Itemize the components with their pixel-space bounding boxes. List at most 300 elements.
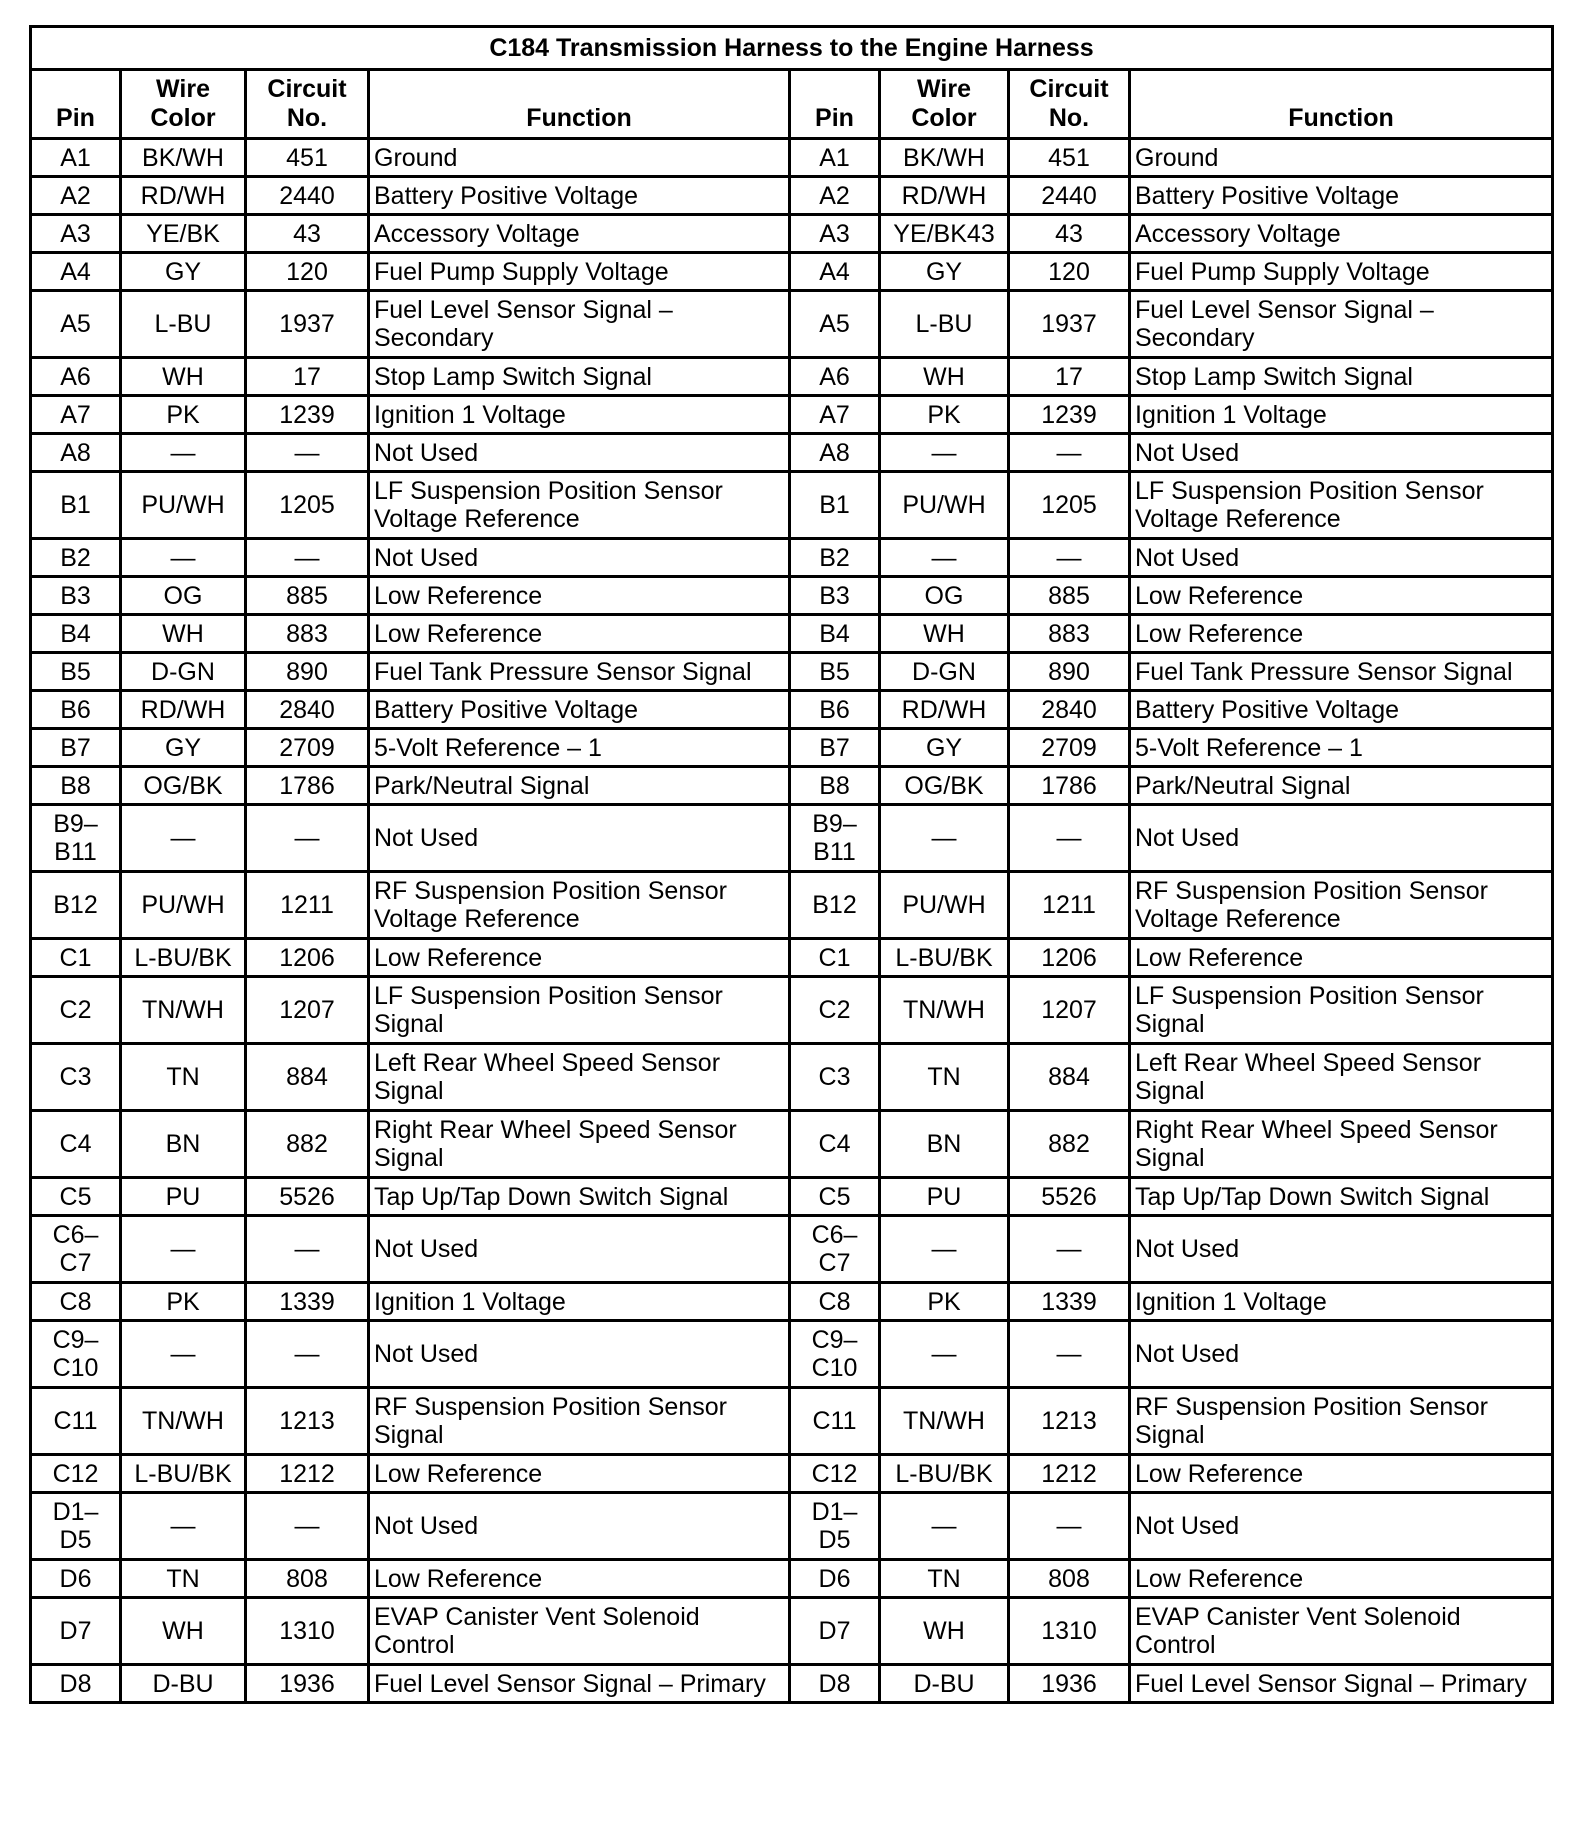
wire-color-cell-left: L-BU/BK <box>121 1455 246 1493</box>
pin-cell-right: D7 <box>790 1598 880 1665</box>
pin-cell-right: D1– D5 <box>790 1493 880 1560</box>
pin-cell-left: B7 <box>31 729 121 767</box>
pin-cell-left: D6 <box>31 1560 121 1598</box>
function-cell-right: 5-Volt Reference – 1 <box>1130 729 1553 767</box>
function-cell-left: LF Suspension Position Sensor Signal <box>369 977 790 1044</box>
circuit-cell-left: 883 <box>246 615 369 653</box>
circuit-cell-right: 1211 <box>1009 872 1130 939</box>
pin-cell-left: B5 <box>31 653 121 691</box>
circuit-cell-left: 1211 <box>246 872 369 939</box>
circuit-cell-left: 1936 <box>246 1665 369 1703</box>
function-cell-left: Low Reference <box>369 939 790 977</box>
pin-cell-right: B8 <box>790 767 880 805</box>
pin-cell-left: C12 <box>31 1455 121 1493</box>
wire-color-cell-right: OG/BK <box>880 767 1009 805</box>
function-cell-left: Not Used <box>369 434 790 472</box>
function-cell-left: Low Reference <box>369 577 790 615</box>
pin-cell-left: C11 <box>31 1388 121 1455</box>
circuit-cell-left: — <box>246 1216 369 1283</box>
pin-cell-left: B3 <box>31 577 121 615</box>
connector-table <box>29 25 1554 1704</box>
circuit-cell-right: 1213 <box>1009 1388 1130 1455</box>
wire-color-cell-right: PK <box>880 1283 1009 1321</box>
table-row <box>31 472 1553 539</box>
circuit-cell-right: 120 <box>1009 253 1130 291</box>
table-row <box>31 691 1553 729</box>
circuit-cell-right: 2440 <box>1009 177 1130 215</box>
wire-color-cell-right: RD/WH <box>880 691 1009 729</box>
table-row <box>31 358 1553 396</box>
function-cell-right: RF Suspension Position Sensor Voltage Reference <box>1130 872 1553 939</box>
circuit-cell-left: 884 <box>246 1044 369 1111</box>
circuit-cell-left: 1205 <box>246 472 369 539</box>
wire-color-cell-left: WH <box>121 358 246 396</box>
circuit-cell-right: 890 <box>1009 653 1130 691</box>
pin-cell-left: C4 <box>31 1111 121 1178</box>
wire-color-cell-left: PU/WH <box>121 872 246 939</box>
function-cell-left: 5-Volt Reference – 1 <box>369 729 790 767</box>
function-cell-right: Park/Neutral Signal <box>1130 767 1553 805</box>
circuit-cell-right: 1212 <box>1009 1455 1130 1493</box>
circuit-cell-right: — <box>1009 434 1130 472</box>
pin-cell-right: B12 <box>790 872 880 939</box>
table-title: C184 Transmission Harness to the Engine Harness <box>31 27 1553 70</box>
function-cell-right: RF Suspension Position Sensor Signal <box>1130 1388 1553 1455</box>
pin-cell-left: B4 <box>31 615 121 653</box>
function-cell-right: Low Reference <box>1130 1560 1553 1598</box>
function-cell-left: Right Rear Wheel Speed Sensor Signal <box>369 1111 790 1178</box>
function-cell-right: Not Used <box>1130 805 1553 872</box>
table-row <box>31 1044 1553 1111</box>
function-cell-right: Tap Up/Tap Down Switch Signal <box>1130 1178 1553 1216</box>
wire-color-cell-left: — <box>121 539 246 577</box>
pin-cell-left: C5 <box>31 1178 121 1216</box>
table-row <box>31 729 1553 767</box>
circuit-cell-right: 883 <box>1009 615 1130 653</box>
function-cell-left: Battery Positive Voltage <box>369 177 790 215</box>
wire-color-cell-right: L-BU/BK <box>880 1455 1009 1493</box>
header-wire-color-right: Wire Color <box>880 70 1009 139</box>
function-cell-right: Stop Lamp Switch Signal <box>1130 358 1553 396</box>
function-cell-left: LF Suspension Position Sensor Voltage Reference <box>369 472 790 539</box>
function-cell-left: Not Used <box>369 1216 790 1283</box>
function-cell-left: Accessory Voltage <box>369 215 790 253</box>
circuit-cell-right: 1207 <box>1009 977 1130 1044</box>
circuit-cell-left: 1937 <box>246 291 369 358</box>
circuit-cell-left: — <box>246 539 369 577</box>
wire-color-cell-right: GY <box>880 253 1009 291</box>
table-row <box>31 1111 1553 1178</box>
pin-cell-left: B8 <box>31 767 121 805</box>
function-cell-left: RF Suspension Position Sensor Signal <box>369 1388 790 1455</box>
table-row <box>31 805 1553 872</box>
pin-cell-right: A8 <box>790 434 880 472</box>
table-row <box>31 1178 1553 1216</box>
circuit-cell-right: — <box>1009 1321 1130 1388</box>
function-cell-left: Ground <box>369 139 790 177</box>
function-cell-right: Fuel Level Sensor Signal – Secondary <box>1130 291 1553 358</box>
circuit-cell-left: 5526 <box>246 1178 369 1216</box>
function-cell-left: Not Used <box>369 1321 790 1388</box>
pin-cell-right: A2 <box>790 177 880 215</box>
wire-color-cell-right: D-BU <box>880 1665 1009 1703</box>
wire-color-cell-left: D-GN <box>121 653 246 691</box>
pin-cell-left: B1 <box>31 472 121 539</box>
table-row <box>31 1455 1553 1493</box>
pin-cell-right: B1 <box>790 472 880 539</box>
pin-cell-left: A5 <box>31 291 121 358</box>
circuit-cell-left: 120 <box>246 253 369 291</box>
table-row <box>31 872 1553 939</box>
function-cell-right: Low Reference <box>1130 1455 1553 1493</box>
circuit-cell-right: 2709 <box>1009 729 1130 767</box>
circuit-cell-right: — <box>1009 805 1130 872</box>
pin-cell-right: B4 <box>790 615 880 653</box>
pin-cell-left: A3 <box>31 215 121 253</box>
function-cell-right: Right Rear Wheel Speed Sensor Signal <box>1130 1111 1553 1178</box>
wire-color-cell-right: — <box>880 1321 1009 1388</box>
function-cell-left: Tap Up/Tap Down Switch Signal <box>369 1178 790 1216</box>
wire-color-cell-right: — <box>880 539 1009 577</box>
table-row <box>31 1321 1553 1388</box>
table-row <box>31 767 1553 805</box>
function-cell-right: Ignition 1 Voltage <box>1130 396 1553 434</box>
wire-color-cell-left: PU/WH <box>121 472 246 539</box>
wire-color-cell-right: PK <box>880 396 1009 434</box>
pin-cell-right: C9– C10 <box>790 1321 880 1388</box>
column-header-row <box>31 70 1553 139</box>
table-body <box>31 139 1553 1703</box>
pin-cell-left: C1 <box>31 939 121 977</box>
pin-cell-left: C3 <box>31 1044 121 1111</box>
circuit-cell-left: 1310 <box>246 1598 369 1665</box>
function-cell-right: Ignition 1 Voltage <box>1130 1283 1553 1321</box>
wire-color-cell-right: — <box>880 434 1009 472</box>
wire-color-cell-right: TN <box>880 1560 1009 1598</box>
pin-cell-left: A1 <box>31 139 121 177</box>
wire-color-cell-right: GY <box>880 729 1009 767</box>
wire-color-cell-right: — <box>880 805 1009 872</box>
wire-color-cell-left: OG <box>121 577 246 615</box>
circuit-cell-left: 451 <box>246 139 369 177</box>
table-row <box>31 1216 1553 1283</box>
wire-color-cell-left: YE/BK <box>121 215 246 253</box>
wire-color-cell-left: — <box>121 1321 246 1388</box>
circuit-cell-left: 808 <box>246 1560 369 1598</box>
pin-cell-right: A3 <box>790 215 880 253</box>
table-row <box>31 396 1553 434</box>
function-cell-right: Low Reference <box>1130 939 1553 977</box>
wire-color-cell-right: PU/WH <box>880 472 1009 539</box>
wire-color-cell-left: BN <box>121 1111 246 1178</box>
header-wire-color-left: Wire Color <box>121 70 246 139</box>
circuit-cell-left: 2840 <box>246 691 369 729</box>
function-cell-left: Not Used <box>369 805 790 872</box>
wire-color-cell-right: OG <box>880 577 1009 615</box>
pin-cell-left: A6 <box>31 358 121 396</box>
wire-color-cell-left: WH <box>121 1598 246 1665</box>
function-cell-right: Not Used <box>1130 434 1553 472</box>
table-row <box>31 1665 1553 1703</box>
wire-color-cell-right: PU <box>880 1178 1009 1216</box>
wire-color-cell-left: RD/WH <box>121 177 246 215</box>
pin-cell-left: A4 <box>31 253 121 291</box>
circuit-cell-right: 882 <box>1009 1111 1130 1178</box>
wire-color-cell-left: OG/BK <box>121 767 246 805</box>
pin-cell-right: D6 <box>790 1560 880 1598</box>
header-circuit-left: Circuit No. <box>246 70 369 139</box>
circuit-cell-left: 1786 <box>246 767 369 805</box>
wire-color-cell-left: PU <box>121 1178 246 1216</box>
circuit-cell-right: — <box>1009 1216 1130 1283</box>
circuit-cell-right: 885 <box>1009 577 1130 615</box>
circuit-cell-left: 1213 <box>246 1388 369 1455</box>
pin-cell-left: C6– C7 <box>31 1216 121 1283</box>
pin-cell-right: A7 <box>790 396 880 434</box>
function-cell-left: Fuel Level Sensor Signal – Primary <box>369 1665 790 1703</box>
pin-cell-right: C11 <box>790 1388 880 1455</box>
function-cell-left: Low Reference <box>369 1560 790 1598</box>
circuit-cell-left: 1239 <box>246 396 369 434</box>
header-pin-right: Pin <box>790 70 880 139</box>
header-circuit-right: Circuit No. <box>1009 70 1130 139</box>
pin-cell-right: B6 <box>790 691 880 729</box>
pin-cell-right: C6– C7 <box>790 1216 880 1283</box>
pin-cell-right: C12 <box>790 1455 880 1493</box>
pin-cell-left: B12 <box>31 872 121 939</box>
header-function-left: Function <box>369 70 790 139</box>
pin-cell-left: D7 <box>31 1598 121 1665</box>
wire-color-cell-right: YE/BK43 <box>880 215 1009 253</box>
wire-color-cell-left: GY <box>121 253 246 291</box>
connector-table-sheet <box>29 25 1551 1704</box>
function-cell-left: Low Reference <box>369 1455 790 1493</box>
circuit-cell-right: — <box>1009 1493 1130 1560</box>
function-cell-left: Fuel Tank Pressure Sensor Signal <box>369 653 790 691</box>
circuit-cell-right: 451 <box>1009 139 1130 177</box>
table-row <box>31 577 1553 615</box>
circuit-cell-right: 1339 <box>1009 1283 1130 1321</box>
table-row <box>31 139 1553 177</box>
circuit-cell-left: — <box>246 434 369 472</box>
function-cell-right: Fuel Tank Pressure Sensor Signal <box>1130 653 1553 691</box>
wire-color-cell-right: RD/WH <box>880 177 1009 215</box>
pin-cell-right: D8 <box>790 1665 880 1703</box>
circuit-cell-left: 1206 <box>246 939 369 977</box>
table-row <box>31 539 1553 577</box>
wire-color-cell-right: — <box>880 1493 1009 1560</box>
pin-cell-left: B9– B11 <box>31 805 121 872</box>
circuit-cell-right: 884 <box>1009 1044 1130 1111</box>
table-row <box>31 1493 1553 1560</box>
circuit-cell-left: 885 <box>246 577 369 615</box>
function-cell-left: Stop Lamp Switch Signal <box>369 358 790 396</box>
function-cell-right: Low Reference <box>1130 615 1553 653</box>
pin-cell-right: B2 <box>790 539 880 577</box>
pin-cell-left: B6 <box>31 691 121 729</box>
wire-color-cell-left: TN/WH <box>121 1388 246 1455</box>
pin-cell-left: D1– D5 <box>31 1493 121 1560</box>
table-row <box>31 1598 1553 1665</box>
pin-cell-right: C2 <box>790 977 880 1044</box>
wire-color-cell-right: D-GN <box>880 653 1009 691</box>
function-cell-right: Fuel Pump Supply Voltage <box>1130 253 1553 291</box>
function-cell-right: Battery Positive Voltage <box>1130 177 1553 215</box>
wire-color-cell-left: PK <box>121 1283 246 1321</box>
circuit-cell-right: 1786 <box>1009 767 1130 805</box>
pin-cell-left: C8 <box>31 1283 121 1321</box>
function-cell-left: Park/Neutral Signal <box>369 767 790 805</box>
pin-cell-right: A6 <box>790 358 880 396</box>
wire-color-cell-left: — <box>121 1493 246 1560</box>
pin-cell-right: C8 <box>790 1283 880 1321</box>
circuit-cell-left: 882 <box>246 1111 369 1178</box>
pin-cell-right: C1 <box>790 939 880 977</box>
header-function-right: Function <box>1130 70 1553 139</box>
wire-color-cell-right: TN/WH <box>880 1388 1009 1455</box>
table-row <box>31 1283 1553 1321</box>
function-cell-left: Not Used <box>369 1493 790 1560</box>
wire-color-cell-right: BK/WH <box>880 139 1009 177</box>
wire-color-cell-right: L-BU/BK <box>880 939 1009 977</box>
circuit-cell-left: 17 <box>246 358 369 396</box>
circuit-cell-left: — <box>246 1493 369 1560</box>
function-cell-left: Left Rear Wheel Speed Sensor Signal <box>369 1044 790 1111</box>
function-cell-right: Not Used <box>1130 539 1553 577</box>
pin-cell-left: A7 <box>31 396 121 434</box>
circuit-cell-right: 1239 <box>1009 396 1130 434</box>
wire-color-cell-right: PU/WH <box>880 872 1009 939</box>
function-cell-right: Accessory Voltage <box>1130 215 1553 253</box>
function-cell-right: Left Rear Wheel Speed Sensor Signal <box>1130 1044 1553 1111</box>
wire-color-cell-left: D-BU <box>121 1665 246 1703</box>
pin-cell-right: A4 <box>790 253 880 291</box>
pin-cell-right: B5 <box>790 653 880 691</box>
wire-color-cell-right: WH <box>880 1598 1009 1665</box>
circuit-cell-right: — <box>1009 539 1130 577</box>
table-row <box>31 291 1553 358</box>
circuit-cell-left: 2440 <box>246 177 369 215</box>
function-cell-right: Low Reference <box>1130 577 1553 615</box>
wire-color-cell-left: TN <box>121 1560 246 1598</box>
circuit-cell-right: 1206 <box>1009 939 1130 977</box>
circuit-cell-left: 1339 <box>246 1283 369 1321</box>
wire-color-cell-left: L-BU/BK <box>121 939 246 977</box>
wire-color-cell-right: BN <box>880 1111 1009 1178</box>
wire-color-cell-left: — <box>121 805 246 872</box>
circuit-cell-right: 1310 <box>1009 1598 1130 1665</box>
function-cell-left: Low Reference <box>369 615 790 653</box>
table-row <box>31 1388 1553 1455</box>
circuit-cell-left: — <box>246 1321 369 1388</box>
function-cell-right: Not Used <box>1130 1216 1553 1283</box>
wire-color-cell-left: BK/WH <box>121 139 246 177</box>
table-row <box>31 177 1553 215</box>
table-row <box>31 215 1553 253</box>
wire-color-cell-left: TN/WH <box>121 977 246 1044</box>
header-pin-left: Pin <box>31 70 121 139</box>
pin-cell-right: C3 <box>790 1044 880 1111</box>
wire-color-cell-left: — <box>121 1216 246 1283</box>
circuit-cell-right: 1937 <box>1009 291 1130 358</box>
function-cell-right: Not Used <box>1130 1321 1553 1388</box>
function-cell-left: Not Used <box>369 539 790 577</box>
function-cell-right: Battery Positive Voltage <box>1130 691 1553 729</box>
circuit-cell-right: 5526 <box>1009 1178 1130 1216</box>
function-cell-left: Fuel Level Sensor Signal – Secondary <box>369 291 790 358</box>
function-cell-left: Ignition 1 Voltage <box>369 396 790 434</box>
wire-color-cell-right: TN/WH <box>880 977 1009 1044</box>
circuit-cell-left: 2709 <box>246 729 369 767</box>
pin-cell-right: C5 <box>790 1178 880 1216</box>
circuit-cell-right: 43 <box>1009 215 1130 253</box>
table-row <box>31 977 1553 1044</box>
function-cell-right: EVAP Canister Vent Solenoid Control <box>1130 1598 1553 1665</box>
table-row <box>31 939 1553 977</box>
table-row <box>31 434 1553 472</box>
circuit-cell-right: 2840 <box>1009 691 1130 729</box>
circuit-cell-right: 808 <box>1009 1560 1130 1598</box>
wire-color-cell-left: — <box>121 434 246 472</box>
wire-color-cell-right: — <box>880 1216 1009 1283</box>
function-cell-right: Fuel Level Sensor Signal – Primary <box>1130 1665 1553 1703</box>
function-cell-left: RF Suspension Position Sensor Voltage Reference <box>369 872 790 939</box>
circuit-cell-right: 1205 <box>1009 472 1130 539</box>
pin-cell-left: B2 <box>31 539 121 577</box>
pin-cell-left: C9– C10 <box>31 1321 121 1388</box>
circuit-cell-left: 1212 <box>246 1455 369 1493</box>
wire-color-cell-right: TN <box>880 1044 1009 1111</box>
pin-cell-left: C2 <box>31 977 121 1044</box>
pin-cell-right: B9– B11 <box>790 805 880 872</box>
circuit-cell-right: 1936 <box>1009 1665 1130 1703</box>
wire-color-cell-left: GY <box>121 729 246 767</box>
wire-color-cell-left: PK <box>121 396 246 434</box>
wire-color-cell-left: RD/WH <box>121 691 246 729</box>
pin-cell-right: A1 <box>790 139 880 177</box>
pin-cell-left: A2 <box>31 177 121 215</box>
function-cell-right: LF Suspension Position Sensor Voltage Reference <box>1130 472 1553 539</box>
circuit-cell-left: — <box>246 805 369 872</box>
pin-cell-right: B7 <box>790 729 880 767</box>
pin-cell-right: A5 <box>790 291 880 358</box>
wire-color-cell-right: WH <box>880 358 1009 396</box>
wire-color-cell-left: TN <box>121 1044 246 1111</box>
function-cell-left: Ignition 1 Voltage <box>369 1283 790 1321</box>
table-row <box>31 1560 1553 1598</box>
circuit-cell-left: 890 <box>246 653 369 691</box>
circuit-cell-right: 17 <box>1009 358 1130 396</box>
function-cell-right: Ground <box>1130 139 1553 177</box>
circuit-cell-left: 1207 <box>246 977 369 1044</box>
circuit-cell-left: 43 <box>246 215 369 253</box>
pin-cell-left: A8 <box>31 434 121 472</box>
wire-color-cell-left: WH <box>121 615 246 653</box>
table-row <box>31 253 1553 291</box>
pin-cell-right: B3 <box>790 577 880 615</box>
function-cell-left: EVAP Canister Vent Solenoid Control <box>369 1598 790 1665</box>
function-cell-left: Fuel Pump Supply Voltage <box>369 253 790 291</box>
wire-color-cell-right: L-BU <box>880 291 1009 358</box>
function-cell-left: Battery Positive Voltage <box>369 691 790 729</box>
table-row <box>31 615 1553 653</box>
wire-color-cell-left: L-BU <box>121 291 246 358</box>
pin-cell-left: D8 <box>31 1665 121 1703</box>
function-cell-right: Not Used <box>1130 1493 1553 1560</box>
pin-cell-right: C4 <box>790 1111 880 1178</box>
function-cell-right: LF Suspension Position Sensor Signal <box>1130 977 1553 1044</box>
table-row <box>31 653 1553 691</box>
